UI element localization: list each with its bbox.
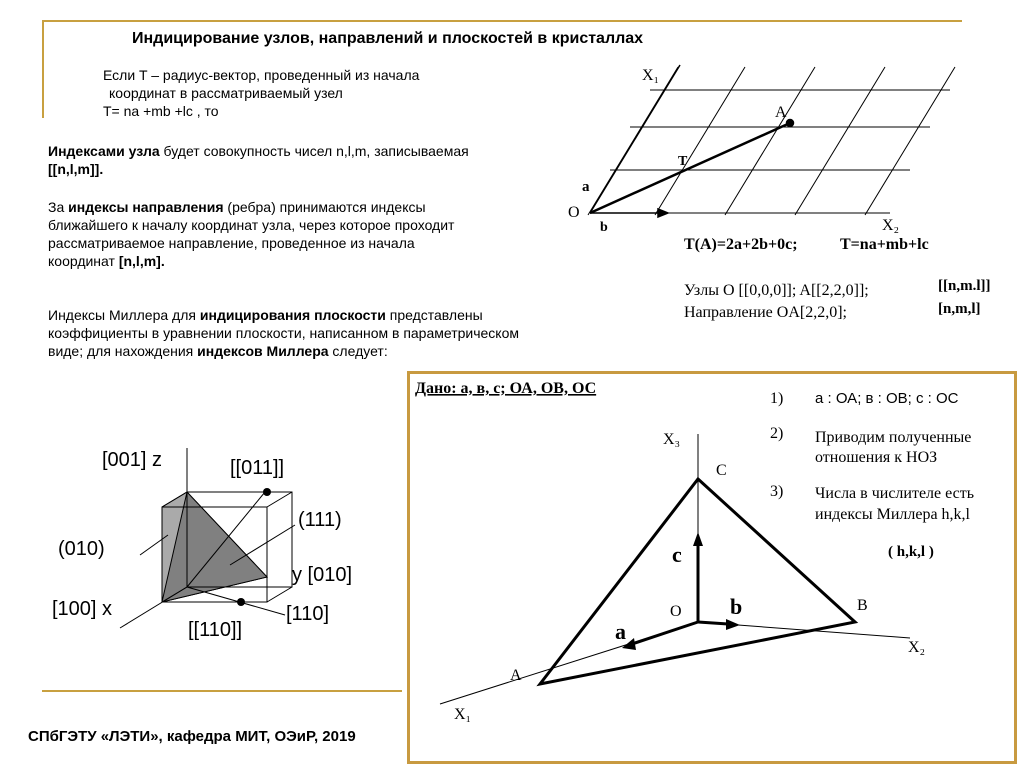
node-a-dot [787, 120, 794, 127]
origin-label: O [568, 204, 580, 221]
tetrahedron [440, 434, 910, 704]
x-axis-label: [100] x [52, 598, 113, 620]
footer: СПбГЭТУ «ЛЭТИ», кафедра МИТ, ОЭиР, 2019 [28, 728, 356, 745]
c-point-label: C [716, 462, 727, 479]
direction-110 [187, 587, 285, 615]
a-point-label: A [510, 667, 522, 684]
intro-text: Если T – радиус-вектор, проведенный из начала координат в рассматриваемый узел T= na +mb +lc , то [103, 67, 420, 119]
a-node-label: A [775, 104, 787, 121]
miller-text: Индексы Миллера для индицирования плоскости представлены коэффициенты в уравнении плоскости, написанном в параметрическом виде; для нахождения индексов Миллера следует: [48, 307, 519, 359]
step2-line2: отношения к НОЗ [815, 449, 938, 466]
b-arrowhead [658, 209, 668, 217]
left-rule [42, 20, 44, 118]
grid-line [725, 67, 815, 215]
label-010: (010) [58, 538, 105, 560]
step1-number: 1) [770, 390, 784, 407]
direction-index: [n,m,l] [938, 301, 981, 317]
step3-number: 3) [770, 483, 784, 500]
grid-line [865, 67, 955, 215]
b-vector-label: b [730, 594, 743, 619]
lattice-grid [588, 67, 955, 215]
c-arrowhead [693, 532, 703, 546]
leader-111 [230, 525, 295, 565]
c-vector-label: c [672, 542, 682, 567]
b-vector [698, 622, 728, 624]
step2-line1: Приводим полученные [815, 429, 972, 446]
miller-panel [407, 371, 1017, 764]
top-rule [42, 20, 962, 22]
label-110-direction: [110] [286, 603, 329, 625]
a-vector-label: a [615, 619, 626, 644]
x1-label: X₁ [642, 67, 660, 84]
cube-edge [267, 587, 292, 602]
bottom-rule [42, 690, 402, 692]
b-arrowhead [726, 619, 740, 630]
origin-label: O [670, 603, 682, 620]
t-vector [590, 123, 790, 213]
b-point-label: B [857, 597, 868, 614]
formula-ta: T(A)=2a+2b+0c; [684, 236, 798, 253]
b-vector-label: b [600, 220, 608, 235]
grid-line [655, 67, 745, 215]
slide-title: Индицирование узлов, направлений и плоскостей в кристаллах [132, 30, 644, 47]
hkl-label: ( h,k,l ) [888, 544, 934, 560]
grid-line [795, 67, 885, 215]
step1-text: а : ОА; в : ОВ; с : ОС [815, 390, 959, 407]
a-vector [632, 622, 698, 644]
label-011: [[011]] [230, 457, 285, 479]
x2-label: X₂ [882, 217, 900, 234]
step3-line1: Числа в числителе есть [815, 485, 975, 502]
cube-edge [267, 492, 292, 507]
lattice-axes [590, 65, 794, 217]
y-axis-label: y [010] [292, 564, 353, 586]
nodes-text: Узлы O [[0,0,0]]; A[[2,2,0]]; [684, 282, 869, 299]
x3-label: X₃ [663, 431, 681, 448]
node-011-dot [263, 488, 271, 496]
x1-axis [590, 65, 680, 213]
given-text: Дано: а, в, с; ОА, ОВ, ОС [415, 380, 597, 397]
z-axis-label: [001] z [102, 449, 163, 471]
step2-number: 2) [770, 425, 784, 442]
direction-text: Направление OA[2,2,0]; [684, 304, 847, 321]
label-111: (111) [298, 509, 342, 531]
cube-diagram [40, 430, 400, 660]
lattice-diagram [560, 55, 1020, 345]
x-axis [120, 587, 187, 628]
miller-diagram [410, 374, 1014, 761]
x1-label: X₁ [454, 706, 472, 723]
x2-label: X₂ [908, 639, 926, 656]
formula-t: T=na+mb+lc [840, 236, 929, 253]
label-110-node: [[110]] [188, 619, 243, 641]
node-indices-text: Индексами узла будет совокупность чисел n,l,m, записываемая [[n,l,m]]. [48, 143, 469, 177]
nodes-index: [[n,m.l]] [938, 278, 991, 294]
t-label: T [678, 154, 688, 169]
node-110-dot [237, 598, 245, 606]
step3-line2: индексы Миллера h,k,l [815, 506, 970, 523]
a-vector-label: a [582, 179, 590, 195]
direction-indices-text: За индексы направления (ребра) принимаются индексы ближайшего к началу координат узла, через которое проходит рассматриваемое направление, проведенное из начала координат [n,l,m]. [48, 199, 455, 269]
